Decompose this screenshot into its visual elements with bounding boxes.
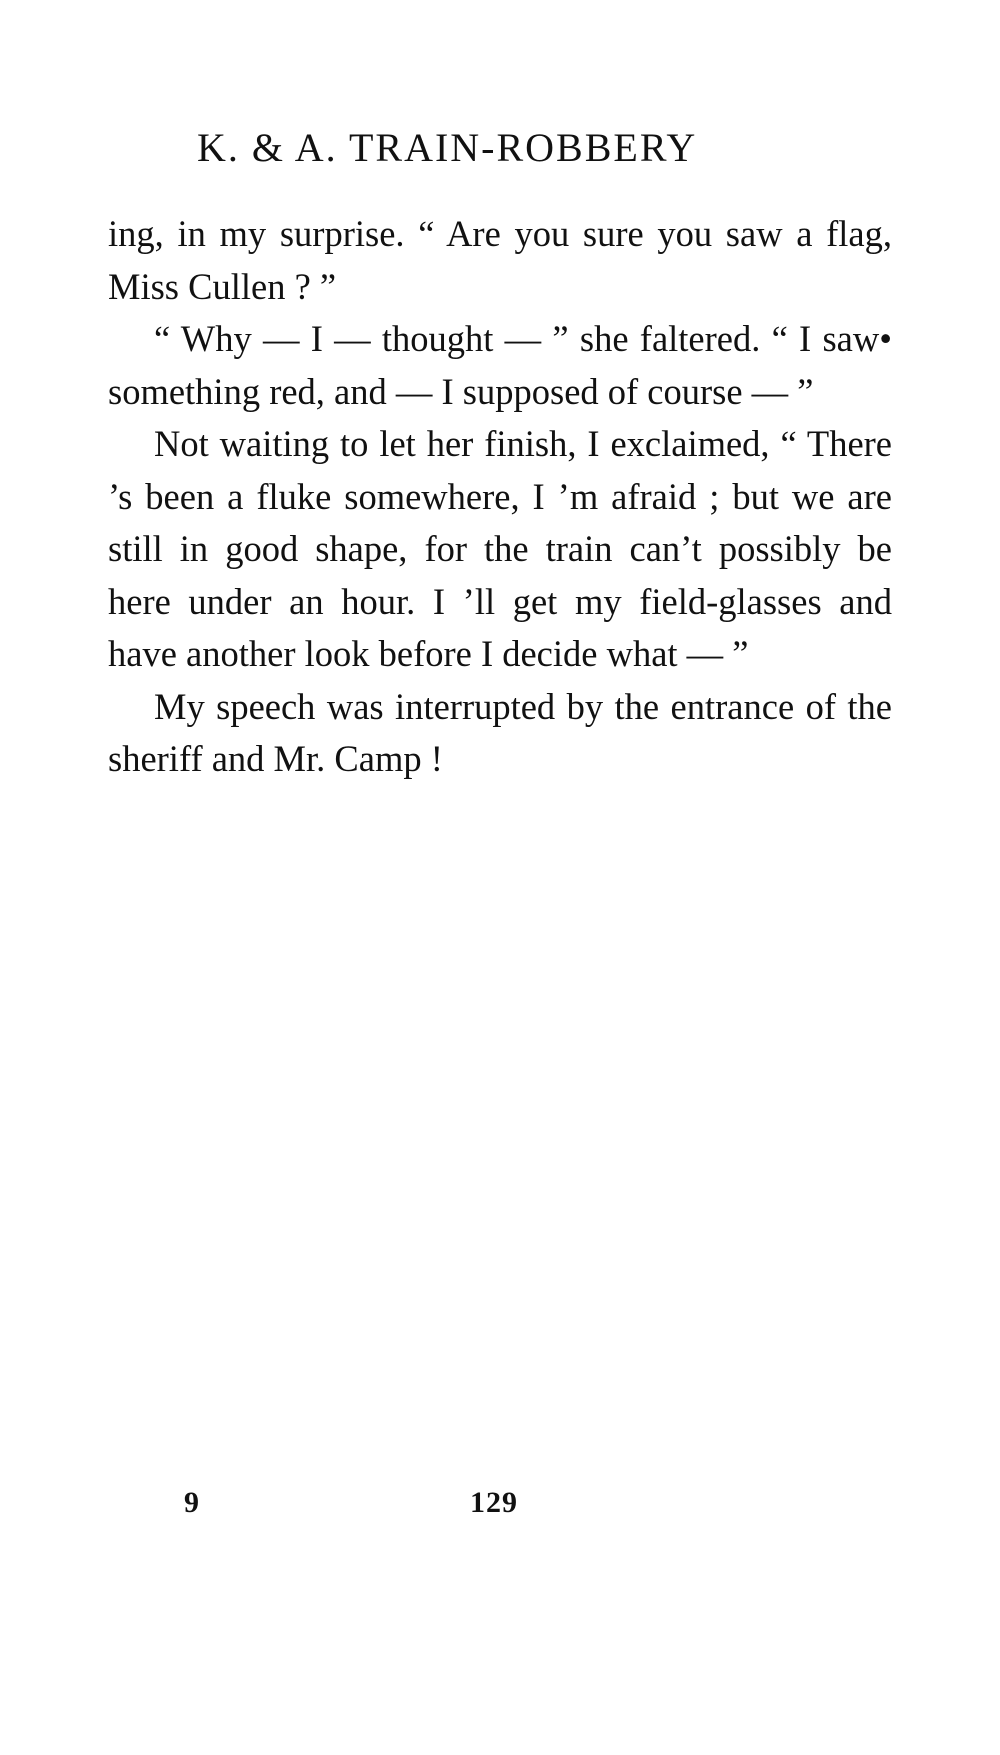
running-head: K. & A. TRAIN-ROBBERY <box>197 125 698 170</box>
paragraph-continuation: ing, in my surprise. “ Are you sure you saw a flag, Miss Cullen ? ” <box>108 213 892 307</box>
paragraph-dialogue: “ Why — I — thought — ” she faltered. “ I saw• something red, and — I supposed of course — ” <box>108 318 892 412</box>
body-text <box>108 208 892 786</box>
paragraph-interruption: My speech was interrupted by the entrance of the sheriff and Mr. Camp ! <box>108 685 892 779</box>
page-number: 129 <box>470 1486 518 1519</box>
paragraph-exclamation: Not waiting to let her finish, I exclaimed, “ There ’s been a fluke somewhere, I ’m afraid ; but we are still in good shape, for the train can’t possibly be here under an hour. I ’ll get my field-glasses and have another look before I decide what — ” <box>108 423 892 674</box>
signature-mark: 9 <box>184 1486 199 1519</box>
